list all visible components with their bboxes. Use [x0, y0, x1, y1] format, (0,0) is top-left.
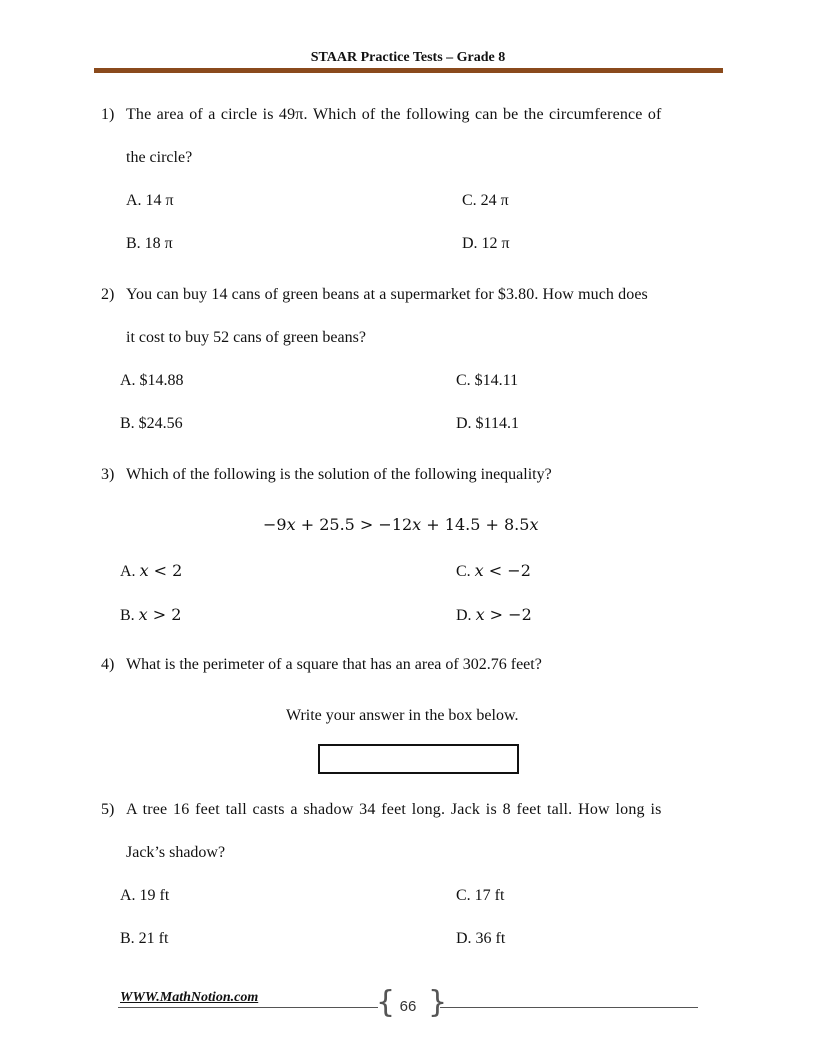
question-3-text-line1: Which of the following is the solution of the following inequality? — [126, 466, 552, 483]
question-3-equation: −9x + 25.5 > −12x + 14.5 + 8.5x — [263, 515, 539, 534]
question-2-text-line1: You can buy 14 cans of green beans at a supermarket for $3.80. How much does — [126, 286, 648, 303]
question-3-choice-b[interactable]: B. x > 2 — [120, 605, 182, 624]
question-2-number: 2) — [101, 286, 115, 303]
question-2-choice-b[interactable]: B. $24.56 — [120, 415, 183, 432]
question-1-choice-c[interactable]: C. 24 π — [462, 192, 509, 209]
question-5-number: 5) — [101, 801, 115, 818]
question-5-text-line1: A tree 16 feet tall casts a shadow 34 feet long. Jack is 8 feet tall. How long is — [126, 801, 662, 818]
question-5-text-line2: Jack’s shadow? — [126, 844, 226, 861]
question-2-choice-a[interactable]: A. $14.88 — [120, 372, 184, 389]
left-bracket-icon: { — [376, 985, 396, 1020]
question-5-choice-c[interactable]: C. 17 ft — [456, 887, 505, 904]
right-bracket-icon: } — [428, 985, 448, 1020]
question-3-choice-c[interactable]: C. x < −2 — [456, 561, 531, 580]
question-3-number: 3) — [101, 466, 115, 483]
question-5-choice-a[interactable]: A. 19 ft — [120, 887, 170, 904]
page-number: 66 — [399, 998, 417, 1015]
question-1-choice-b[interactable]: B. 18 π — [126, 235, 173, 252]
header-rule — [94, 68, 723, 73]
question-1-number: 1) — [101, 106, 115, 123]
question-2-choice-c[interactable]: C. $14.11 — [456, 372, 519, 389]
question-5-choice-d[interactable]: D. 36 ft — [456, 930, 506, 947]
question-2-choice-d[interactable]: D. $114.1 — [456, 415, 519, 432]
question-3-choice-a[interactable]: A. x < 2 — [120, 561, 183, 580]
question-1-choice-d[interactable]: D. 12 π — [462, 235, 510, 252]
question-1-text-line2: the circle? — [126, 149, 193, 166]
question-1-choice-a[interactable]: A. 14 π — [126, 192, 174, 209]
answer-input-box[interactable] — [318, 744, 519, 774]
question-4-text-line1: What is the perimeter of a square that has an area of 302.76 feet? — [126, 656, 542, 673]
question-3-choice-d[interactable]: D. x > −2 — [456, 605, 532, 624]
page-header-title: STAAR Practice Tests – Grade 8 — [310, 50, 506, 65]
question-4-number: 4) — [101, 656, 115, 673]
question-4-instruction: Write your answer in the box below. — [286, 707, 519, 724]
question-1-text-line1: The area of a circle is 49π. Which of the following can be the circumference of — [126, 106, 662, 123]
question-5-choice-b[interactable]: B. 21 ft — [120, 930, 169, 947]
footer-website-link[interactable]: WWW.MathNotion.com — [120, 990, 259, 1005]
question-2-text-line2: it cost to buy 52 cans of green beans? — [126, 329, 366, 346]
